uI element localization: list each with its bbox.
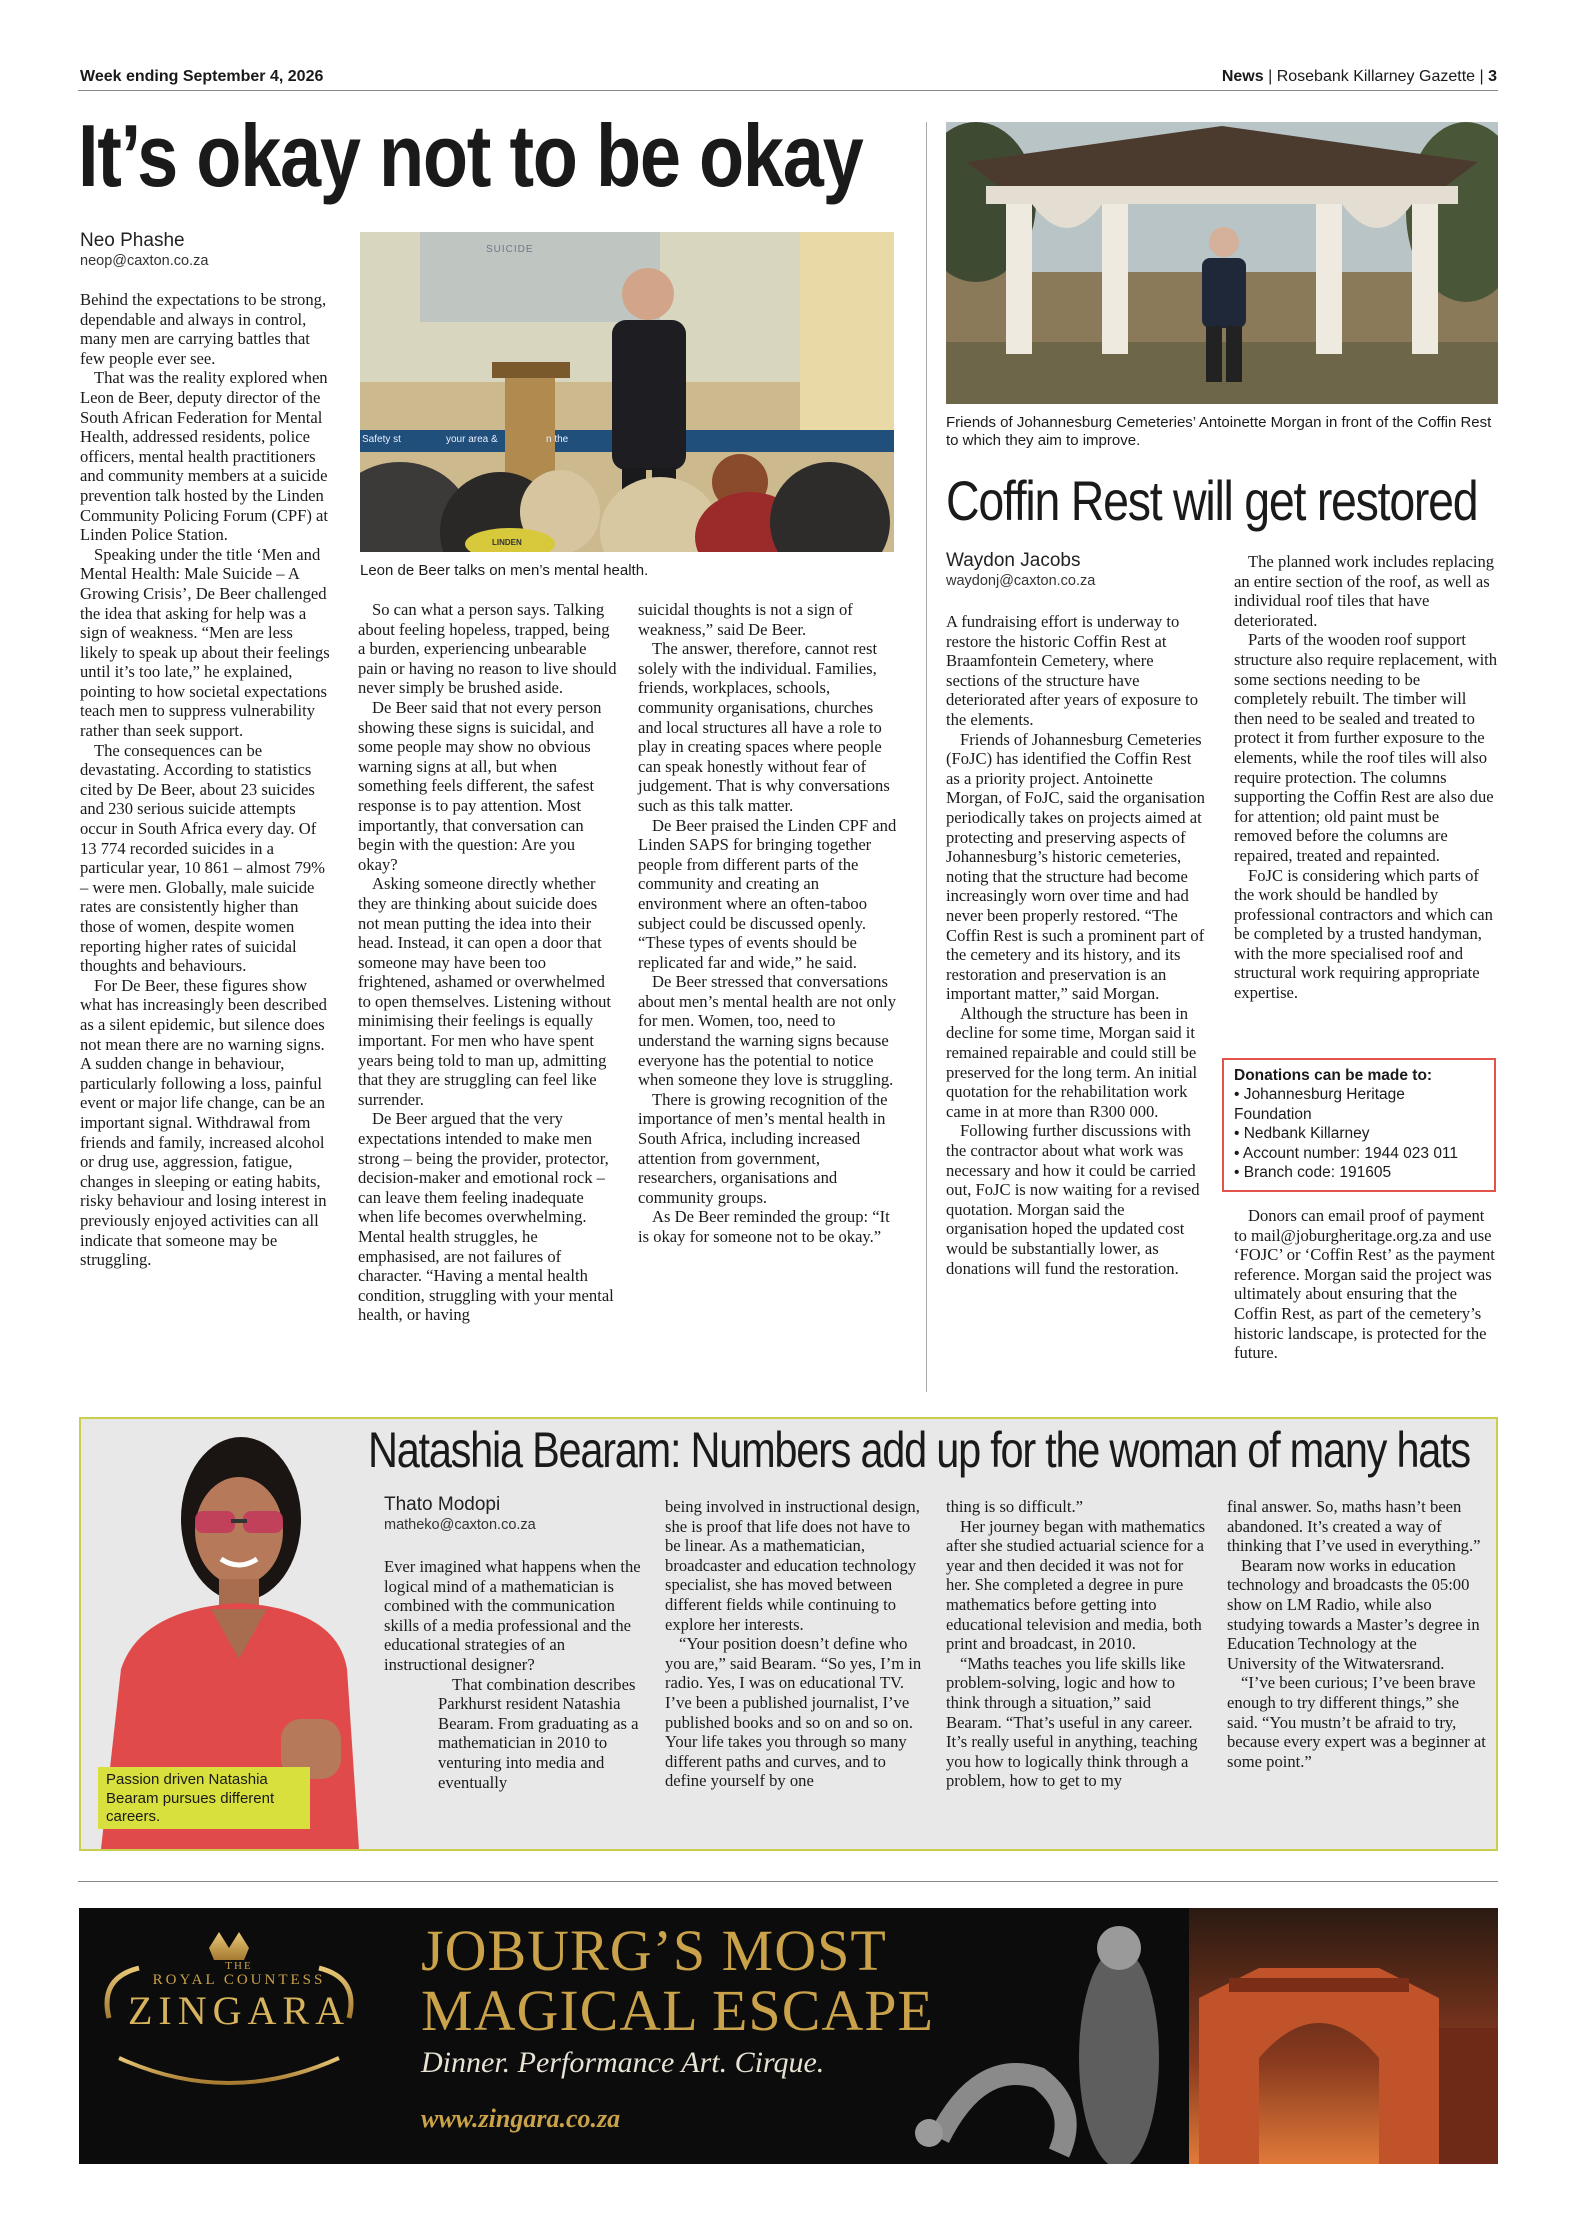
article3-column-3 [946,1497,1208,1791]
article2-paragraph: A fundraising effort is underway to restore the historic Coffin Rest at Braamfontein Cemetery, where sections of the structure have deteriorated after years of exposure to the elements. [946,612,1199,729]
article3-author: Thato Modopi [384,1494,501,1515]
article1-column-2 [358,600,618,1325]
header-sep: | [1268,68,1277,85]
article3-headline: Natashia Bearam: Numbers add up for the woman of many hats [368,1422,1470,1478]
article1-paragraph: De Beer argued that the very expectations intended to make men strong – being the provider, protector, decision-maker and emotional rock – can leave them feeling inadequate when life becomes overwhelming. Mental health struggles, he emphasised, are not failures of character. “Having a mental health condition, struggling with your mental health, or having [358,1109,614,1325]
article1-column-1 [80,290,332,1270]
article1-paragraph: suicidal thoughts is not a sign of weakness,” said De Beer. [638,600,853,639]
article1-headline: It’s okay not to be okay [78,106,863,205]
banner-text-3: n the [546,434,569,445]
article2-paragraph: Although the structure has been in decline for some time, Morgan said it remained repairable and could still be preserved for the long term. An initial quotation for the rehabilitation work came in at more than R300 000. [946,1003,1198,1121]
article1-author: Neo Phashe [80,230,185,251]
article3-paragraph: Her journey began with mathematics after she studied actuarial science for a year and then decided it was not for her. She completed a degree in pure mathematics before getting into educational television and media, both print and broadcast, in 2010. [946,1516,1206,1654]
article2-paragraph: Following further discussions with the contractor about what work was necessary and how it could be carried out, FoJC is now waiting for a revised quotation. Morgan said the organisation hoped the updated cost would be substantially lower, as donations will fund the restoration. [946,1121,1200,1278]
article2-column-2 [1234,552,1498,1003]
article2-paragraph: Parts of the wooden roof support structure also require replacement, with some sections needing to be completely rebuilt. The timber will then need to be sealed and treated to protect it from further exposure to the elements, while the roof tiles will also require protection. The columns supporting the Coffin Rest are also due for attention; old paint must be removed before the columns are repaired, treated and repainted. [1234,630,1498,865]
ad-tagline: Dinner. Performance Art. Cirque. [421,2046,825,2079]
donations-box [1222,1058,1496,1192]
article3-paragraph: being involved in instructional design, she is proof that life does not have to be linear. As a mathematician, broadcaster and education technology specialist, she has moved between different fields while continuing to explore her interests. [665,1497,920,1634]
donations-item: • Nedbank Killarney [1234,1125,1370,1142]
ad-url-link[interactable]: www.zingara.co.za [421,2104,621,2133]
article1-paragraph: So can what a person says. Talking about feeling hopeless, trapped, being a burden, experiencing unbearable pain or having no reason to live should never simply be brushed aside. [358,600,617,698]
article2-headline: Coffin Rest will get restored [946,469,1478,532]
logo-main-text: ZINGARA [128,1988,350,2033]
article3-paragraph: final answer. So, maths hasn’t been abandoned. It’s created a way of thinking that I’ve used in everything.” [1227,1497,1481,1556]
article3-paragraph: “Maths teaches you life skills like problem-solving, logic and how to think through a situation,” said Bearam. “That’s useful in any career. It’s really useful in anything, teaching you how to logically think through a problem, how to get to my [946,1653,1198,1791]
donations-item: • Johannesburg Heritage Foundation [1234,1086,1405,1123]
article1-paragraph: The consequences can be devastating. According to statistics cited by De Beer, about 23 suicides and 230 serious suicide attempts occur in South Africa every day. Of 13 774 recorded suicides in a particular year, 10 861 – almost 79% – were men. Globally, male suicide rates are consistently higher than those of women, despite women reporting higher rates of suicidal thoughts and behaviours. [80,740,325,976]
logo-top-text: THE [225,1960,253,1972]
article2-photo-caption: Friends of Johannesburg Cemeteries’ Antoinette Morgan in front of the Coffin Rest to which they aim to improve. [946,414,1492,449]
slide-title-text: SUICIDE [486,244,534,255]
header-page-number: 3 [1488,68,1497,85]
article3-paragraph: That combination describes Parkhurst resident Natashia Bearam. From graduating as a mathematician in 2010 to venturing into media and eventually [438,1674,639,1792]
article2-photo [946,122,1498,404]
article3-column-1 [384,1557,644,1792]
article3-email: matheko@caxton.co.za [384,1517,536,1533]
article3-column-2 [665,1497,927,1791]
article3-paragraph: “Your position doesn’t define who you are,” said Bearam. “So yes, I’m in radio. Yes, I was on educational TV. I’ve been a published journalist, I’ve published books and so on and so on. Your life takes you through so many different paths and curves, and to define yourself by one [665,1634,922,1791]
article3-column-4 [1227,1497,1489,1771]
article1-paragraph: De Beer praised the Linden CPF and Linden SAPS for bringing together people from different parts of the community and creating an environment where an often-taboo subject could be discussed openly. “These types of events should be replicated far and wide,” he said. [638,815,897,972]
article1-paragraph: There is growing recognition of the importance of men’s mental health in South Africa, including increased attention from government, researchers, organisations and community groups. [638,1089,888,1207]
donations-item: • Branch code: 191605 [1234,1164,1392,1181]
ad-rule [78,1881,1498,1882]
article1-paragraph: De Beer stressed that conversations about men’s mental health are not only for men. Women, too, need to understand the warning signs because everyone has the potential to notice when someone they love is struggling. [638,972,897,1090]
article1-paragraph: For De Beer, these figures show what has increasingly been described as a silent epidemic, but silence does not mean there are no warning signs. A sudden change in behaviour, particularly following a loss, painful event or major life change, can be an important signal. Withdrawal from friends and family, increased alcohol or drug use, aggression, fatigue, changes in sleeping or eating habits, risky behaviour and losing interest in previously enjoyed activities can all indicate that someone may be struggling. [80,975,327,1270]
header-rule [78,90,1498,91]
article1-photo-caption: Leon de Beer talks on men’s mental health. [360,562,649,579]
article2-column-2-after [1234,1206,1498,1363]
article1-paragraph: Speaking under the title ‘Men and Mental Health: Male Suicide – A Growing Crisis’, De Beer challenged the idea that asking for help was a sign of weakness. “Men are less likely to speak up about their feelings until it’s too late,” he explained, pointing to how societal expectations teach men to suppress vulnerability rather than seek support. [80,544,330,741]
article3-paragraph: Bearam now works in education technology and broadcasts the 05:00 show on LM Radio, while also studying towards a Master’s degree in Education Technology at the University of the Witwatersrand. [1227,1555,1480,1673]
banner-text-2: your area & [446,434,498,445]
article1-column-3 [638,600,900,1247]
ad-headline-1: JOBURG’S MOST [421,1918,887,1983]
article1-photo [360,232,894,552]
article3-photo-caption: Passion driven Natashia Bearam pursues different careers. [98,1767,310,1829]
header-date: Week ending September 4, 2026 [80,68,324,85]
ad-headline-2: MAGICAL ESCAPE [421,1978,934,2043]
donations-title: Donations can be made to: [1234,1067,1433,1084]
article3-paragraph: Ever imagined what happens when the logical mind of a mathematician is combined with the communication skills of a media professional and the educational strategies of an instructional designer? [384,1557,641,1674]
article1-paragraph: De Beer said that not every person showing these signs is suicidal, and some people may show no obvious warning signs at all, but when something feels different, the safest response is to pay attention. Most importantly, that conversation can begin with the question: Are you okay? [358,697,602,874]
article2-column-1 [946,612,1208,1278]
article3-paragraph: thing is so difficult.” [946,1497,1084,1516]
zingara-advert[interactable] [79,1908,1498,2164]
section-divider [926,122,927,1392]
coffin-rest-graphic [946,122,1498,404]
article1-paragraph: Asking someone directly whether they are thinking about suicide does not mean putting the idea into their head. Instead, it can open a door that someone may have been too frightened, ashamed or overwhelmed to open themselves. Listening without minimising their feelings is equally important. For men who have spent years being told to man up, admitting that they are struggling can feel like surrender. [358,874,612,1109]
zingara-logo [119,1960,359,2033]
article2-email: waydonj@caxton.co.za [946,573,1096,589]
vest-text: LINDEN [492,538,522,547]
article2-paragraph: Donors can email proof of payment to mail@joburgheritage.org.za and use ‘FOJC’ or ‘Coffin Rest’ as the payment reference. Morgan said the project was ultimately about ensuring that the Coffin Rest, as part of the cemetery’s historic landscape, is protected for the future. [1234,1206,1495,1363]
banner-text-1: Safety st [362,434,401,445]
article1-paragraph: The answer, therefore, cannot rest solely with the individual. Families, friends, workplaces, schools, community organisations, churches and local structures all have a role to play in creating spaces where people can speak honestly without fear of judgement. That is why conversations such as this talk matter. [638,639,890,815]
header-right [1222,68,1497,86]
article2-paragraph: Friends of Johannesburg Cemeteries (FoJC) has identified the Coffin Rest as a priority project. Antoinette Morgan, of FoJC, said the organisation periodically takes on projects aimed at protecting and preserving aspects of Johannesburg’s historic cemeteries, noting that the structure had become increasingly worn over time and had never been properly restored. “The Coffin Rest is such a prominent part of the cemetery and its history, and its restoration and preservation is an important matter,” said Morgan. [946,729,1205,1004]
header-sep2: | [1479,68,1489,85]
header-publication: Rosebank Killarney Gazette [1276,68,1476,85]
article3-paragraph: “I’ve been curious; I’ve been brave enough to try different things,” she said. “You mustn’t be afraid to try, because every expert was a beginner at some point.” [1227,1673,1486,1771]
donations-item: • Account number: 1944 023 011 [1234,1144,1459,1162]
header-section: News [1221,68,1264,85]
article1-paragraph: That was the reality explored when Leon de Beer, deputy director of the South African Federation for Mental Health, addressed residents, police officers, mental health practitioners and community members at a suicide prevention talk hosted by the Linden Community Policing Forum (CPF) at Linden Police Station. [80,368,329,545]
article2-paragraph: FoJC is considering which parts of the work should be handled by professional contractors and which can be completed by a trusted handyman, with the more specialised roof and structural work requiring appropriate expertise. [1234,865,1493,1003]
speaker-scene-graphic [360,232,894,552]
article1-email: neop@caxton.co.za [80,253,209,269]
logo-sub-text: ROYAL COUNTESS [152,1972,326,1988]
article1-paragraph: Behind the expectations to be strong, dependable and always in control, many men are carrying battles that few people ever see. [80,290,327,368]
article1-paragraph: As De Beer reminded the group: “It is okay for someone not to be okay.” [638,1207,890,1246]
article2-paragraph: The planned work includes replacing an entire section of the roof, as well as individual roof tiles that have deteriorated. [1234,552,1495,630]
article2-author: Waydon Jacobs [946,550,1081,571]
